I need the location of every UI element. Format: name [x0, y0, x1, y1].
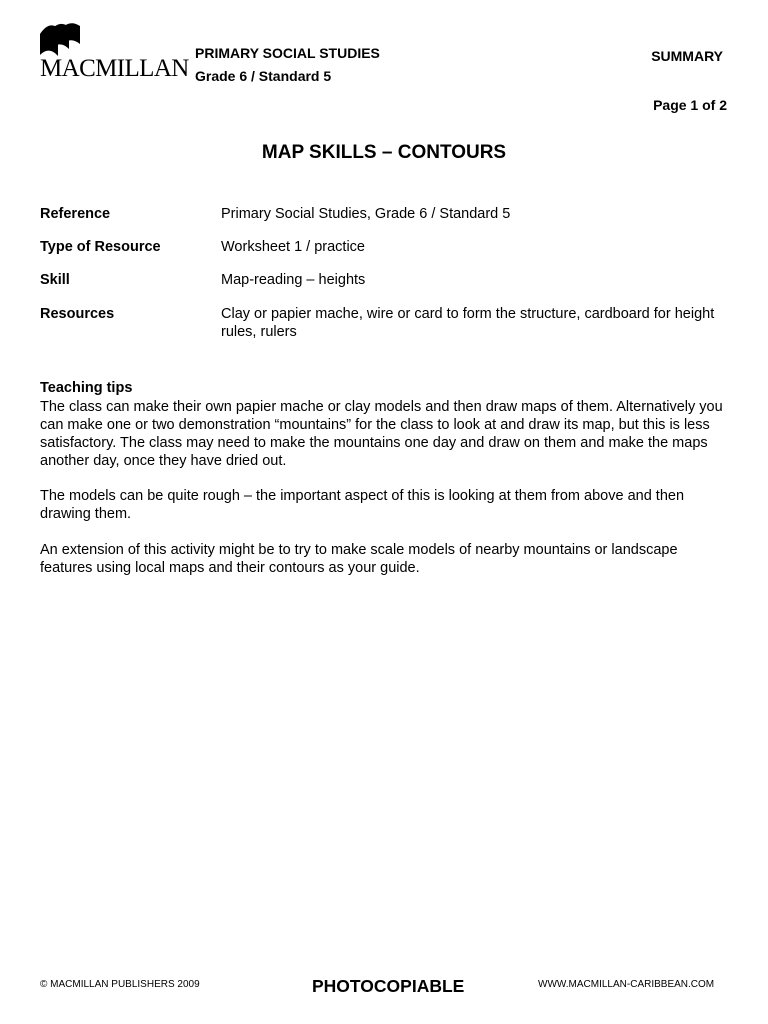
grade-heading: Grade 6 / Standard 5 — [195, 68, 332, 84]
teaching-tips-paragraph: The models can be quite rough – the important aspect of this is looking at them from above and then drawing them. — [40, 488, 685, 522]
info-label-type: Type of Resource — [40, 239, 161, 255]
macmillan-wave-icon — [40, 22, 80, 56]
website-url: WWW.MACMILLAN-CARIBBEAN.COM — [538, 979, 715, 990]
subject-heading: PRIMARY SOCIAL STUDIES — [195, 45, 380, 61]
teaching-tips-paragraph: An extension of this activity might be to try to make scale models of nearby mountains or landscape features using local maps and their contours as your guide. — [40, 542, 678, 576]
teaching-tips-heading: Teaching tips — [40, 380, 133, 396]
page-title: MAP SKILLS – CONTOURS — [261, 142, 507, 163]
info-label-reference: Reference — [40, 206, 111, 222]
info-label-resources: Resources — [40, 306, 115, 322]
info-value-type: Worksheet 1 / practice — [221, 239, 365, 255]
photocopiable-label: PHOTOCOPIABLE — [312, 976, 465, 996]
info-value-resources: Clay or papier mache, wire or card to form the structure, cardboard for height rules, rulers — [221, 306, 715, 340]
info-value-skill: Map-reading – heights — [221, 272, 366, 288]
logo-text: MACMILLAN — [40, 55, 189, 82]
doc-type-label: SUMMARY — [651, 48, 723, 64]
copyright-notice: © MACMILLAN PUBLISHERS 2009 — [40, 979, 200, 990]
info-value-reference: Primary Social Studies, Grade 6 / Standard 5 — [221, 206, 511, 222]
macmillan-logo — [40, 22, 189, 86]
teaching-tips-paragraph: The class can make their own papier mache or clay models and then draw maps of them. Alternatively you can make one or two demonstration “mountains” for the class to look at and draw its map, but this is less satisfactory. The class may need to make the mountains one day and draw on them and make the maps another day, once they have dried out. — [40, 399, 723, 469]
info-label-skill: Skill — [40, 272, 70, 288]
page-indicator: Page 1 of 2 — [653, 97, 727, 113]
